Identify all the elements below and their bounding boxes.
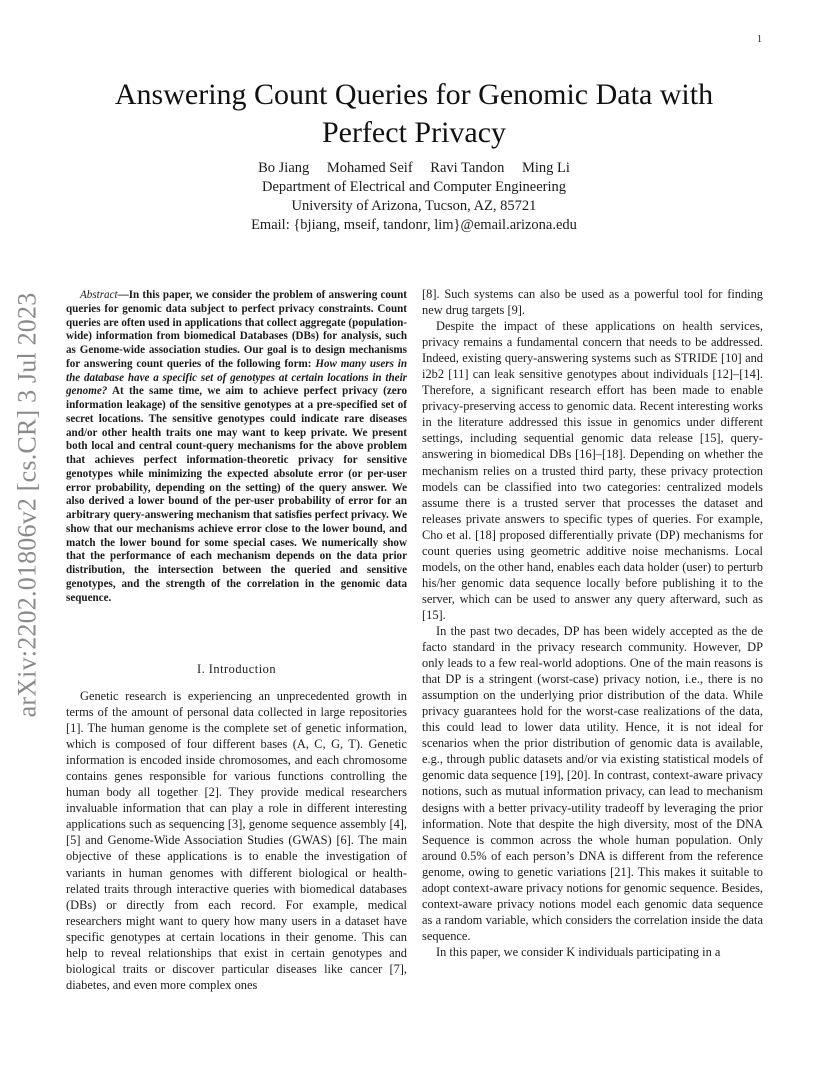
- arxiv-watermark: [2, 270, 52, 740]
- title-line-2: Perfect Privacy: [321, 116, 507, 149]
- title-line-1: Answering Count Queries for Genomic Data with: [114, 78, 714, 111]
- author-name: Ming Li: [521, 160, 570, 176]
- right-column-body: [422, 286, 763, 960]
- author-name: Ravi Tandon: [430, 160, 505, 176]
- page-number: 1: [757, 34, 762, 45]
- abstract: [66, 289, 407, 605]
- abstract-question: How many users in the database have a specific set of genotypes at certain locations in their genome?: [66, 357, 407, 398]
- department: Department of Electrical and Computer Engineering: [262, 179, 566, 195]
- abstract-lead: Abstract: [80, 289, 118, 301]
- paper-title: [60, 76, 768, 152]
- author-name: Bo Jiang: [258, 160, 310, 176]
- left-column-body: [66, 688, 407, 993]
- abstract-text-1: —In this paper, we consider the problem of answering count queries for genomic data subject to perfect privacy constraints. Count queries are often used in applications that collect aggregate (population-wide) information from biomedical Databases (DBs) for analysis, such as Genome-wide association studies. Our goal is to design mechanisms for answering count queries of the following form:: [66, 289, 407, 370]
- abstract-text-2: At the same time, we aim to achieve perfect privacy (zero information leakage) of the sensitive genotypes at a pre-specified set of secret locations. The sensitive genotypes could indicate rare diseases and/or other health traits one may want to keep private. We present both local and central count-query mechanisms for the above problem that achieves perfect information-theoretic privacy for sensitive genotypes while minimizing the expected absolute error (or per-user error probability, depending on the setting) of the query answer. We also derived a lower bound of the per-user probability of error for an arbitrary query-answering mechanism that satisfies perfect privacy. We show that our mechanisms achieve error close to the lower bound, and match the lower bound for some special cases. We numerically show that the performance of each mechanism depends on the data prior distribution, the intersection between the queried and sensitive genotypes, and the strength of the correlation in the genomic data sequence.: [66, 385, 407, 604]
- author-list: [60, 159, 768, 178]
- paragraph: [8]. Such systems can also be used as a powerful tool for finding new drug targets [9].: [422, 287, 763, 318]
- paragraph: Genetic research is experiencing an unprecedented growth in terms of the amount of personal data collected in large repositories [1]. The human genome is the complete set of genetic information, which is composed of four different bases (A, C, G, T). Genetic information is encoded inside chromosomes, and each chromosome contains genes responsible for various functions controlling the human body all together [2]. They provide medical researchers invaluable information that can play a role in different interesting applications such as sequencing [3], genome sequence assembly [4], [5] and Genome-Wide Association Studies (GWAS) [6]. The main objective of these applications is to enable the investigation of variants in human genomes with different biological or health-related traits through interactive queries with biomedical databases (DBs) or directly from each record. For example, medical researchers might want to query how many users in a dataset have specific genotypes at certain locations in their genome. This can help to reveal relationships that exist in certain genotypes and biological traits or discover particular diseases like cancer [7], diabetes, and even more complex ones: [66, 689, 407, 992]
- author-name: Mohamed Seif: [326, 160, 413, 176]
- paragraph: Despite the impact of these applications on health services, privacy remains a fundamental concern that needs to be addressed. Indeed, existing query-answering systems such as STRIDE [10] and i2b2 [11] can leak sensitive genotypes about individuals [12]–[14]. Therefore, a significant research effort has been made to enable privacy-preserving access to genomic data. Recent interesting works in the literature addressed this issue in genomics under different settings, including sequential genomic data release [15], query-answering in biomedical DBs [16]–[18]. Depending on whether the mechanism relies on a trusted third party, these privacy protection models can be classified into two categories: centralized models assume there is a trusted server that processes the dataset and releases private answers to specific types of queries. For example, Cho et al. [18] proposed differentially private (DP) mechanisms for count queries using geometric additive noise mechanisms. Local models, on the other hand, enables each data holder (user) to perturb his/her genomic data sequence locally before publishing it to the server, which can be used to answer any query afterward, such as [15].: [422, 319, 763, 622]
- paragraph: In the past two decades, DP has been widely accepted as the de facto standard in the privacy research community. However, DP only leads to a few real-world adoptions. One of the main reasons is that DP is a stringent (worst-case) privacy notion, i.e., there is no assumption on the underlying prior distribution of the data. While privacy guarantees hold for the worst-case realizations of the data, this could lead to lower data utility. Hence, it is not ideal for scenarios when the prior distribution of genomic data is available, e.g., through public datasets and/or via existing statistical models of genomic data sequence [19], [20]. In contrast, context-aware privacy notions, such as mutual information privacy, can lead to mechanism designs with a better privacy-utility tradeoff by leveraging the prior information. Note that despite the high diversity, most of the DNA Sequence is common across the whole human population. Only around 0.5% of each person’s DNA is different from the reference genome, owing to genetic variations [21]. This makes it suitable to adopt context-aware privacy notions for genomic sequence. Besides, context-aware privacy notions model each genomic data sequence as a random variable, which considers the correlation inside the data sequence.: [422, 623, 763, 943]
- university: University of Arizona, Tucson, AZ, 85721: [291, 198, 537, 214]
- arxiv-identifier[interactable]: arXiv:2202.01806v2 [cs.CR] 3 Jul 2023: [12, 292, 42, 718]
- section-heading: I. Introduction: [196, 662, 277, 676]
- email: Email: {bjiang, mseif, tandonr, lim}@email.arizona.edu: [251, 217, 577, 233]
- paragraph: In this paper, we consider K individuals participating in a: [436, 944, 721, 959]
